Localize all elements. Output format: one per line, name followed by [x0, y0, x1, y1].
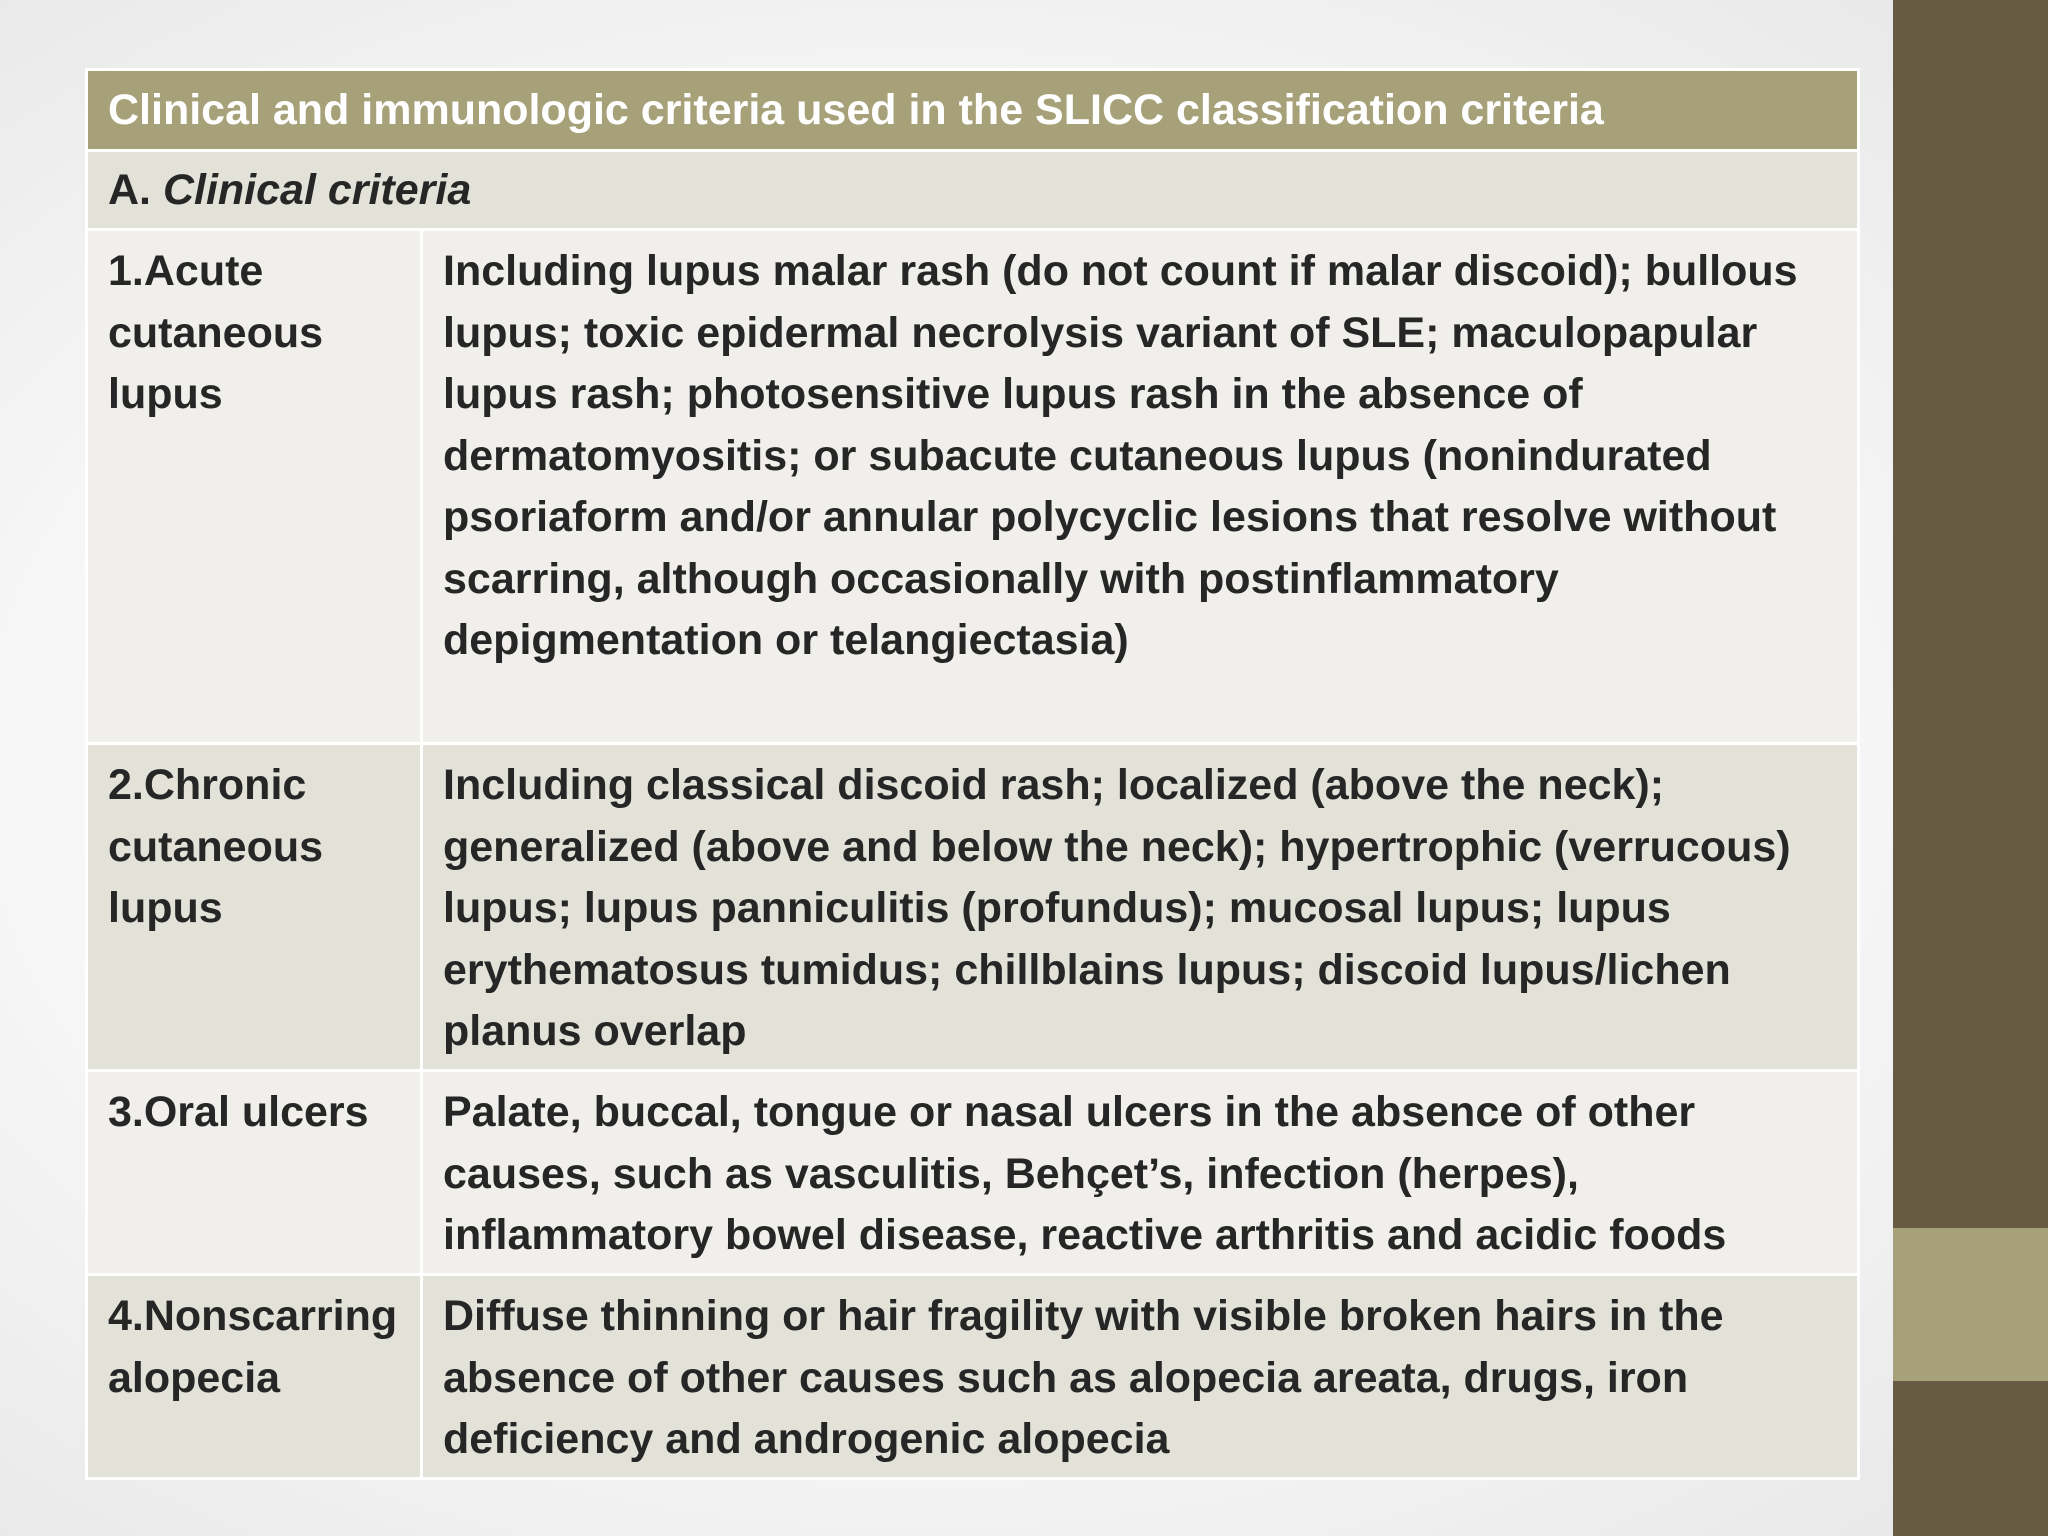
table-header-row: [87, 70, 1859, 151]
table-row: [87, 230, 1859, 744]
criterion-text: 1.Acute cutaneous lupus: [108, 247, 324, 418]
criterion-name: [87, 744, 422, 1071]
criterion-text: 3.Oral ulcers: [108, 1088, 369, 1136]
description-text: Diffuse thinning or hair fragility with visible broken hairs in the absence of other causes such as alopecia areata, drugs, iron deficiency and androgenic alopecia: [443, 1292, 1724, 1463]
section-heading: [87, 151, 1859, 230]
criterion-name: [87, 230, 422, 744]
section-prefix: A.: [108, 166, 151, 214]
description-text: Palate, buccal, tongue or nasal ulcers in the absence of other causes, such as vasculitis, Behçet’s, infection (herpes), inflammatory bowel disease, reactive arthritis and acidic foods: [443, 1088, 1727, 1259]
table-row: [87, 744, 1859, 1071]
criterion-name: [87, 1071, 422, 1275]
criterion-text: 4.Nonscarring alopecia: [108, 1292, 398, 1402]
section-row: [87, 151, 1859, 230]
table-title: Clinical and immunologic criteria used in the SLICC classification criteria: [87, 70, 1859, 151]
description-text: Including classical discoid rash; localized (above the neck); generalized (above and below the neck); hypertrophic (verrucous) lupus; lupus panniculitis (profundus); mucosal lupus; lupus erythematosus tumidus; chillblains lupus; discoid lupus/lichen planus overlap: [443, 761, 1791, 1055]
description-text: Including lupus malar rash (do not count if malar discoid); bullous lupus; toxic epidermal necrolysis variant of SLE; maculopapular lupus rash; photosensitive lupus rash in the absence of dermatomyositis; or subacute cutaneous lupus (nonindurated psoriaform and/or annular polycyclic lesions that resolve without scarring, although occasionally with postinflammatory depigmentation or telangiectasia): [443, 247, 1798, 664]
table-row: [87, 1275, 1859, 1479]
section-label: Clinical criteria: [162, 166, 472, 214]
criterion-description: [422, 1275, 1859, 1479]
criterion-name: [87, 1275, 422, 1479]
criterion-description: [422, 1071, 1859, 1275]
criterion-description: [422, 230, 1859, 744]
sidebar-accent-band: [1893, 1228, 2048, 1381]
criterion-text: 2.Chronic cutaneous lupus: [108, 761, 324, 932]
criterion-description: [422, 744, 1859, 1071]
criteria-table: [85, 68, 1860, 1480]
table-row: [87, 1071, 1859, 1275]
